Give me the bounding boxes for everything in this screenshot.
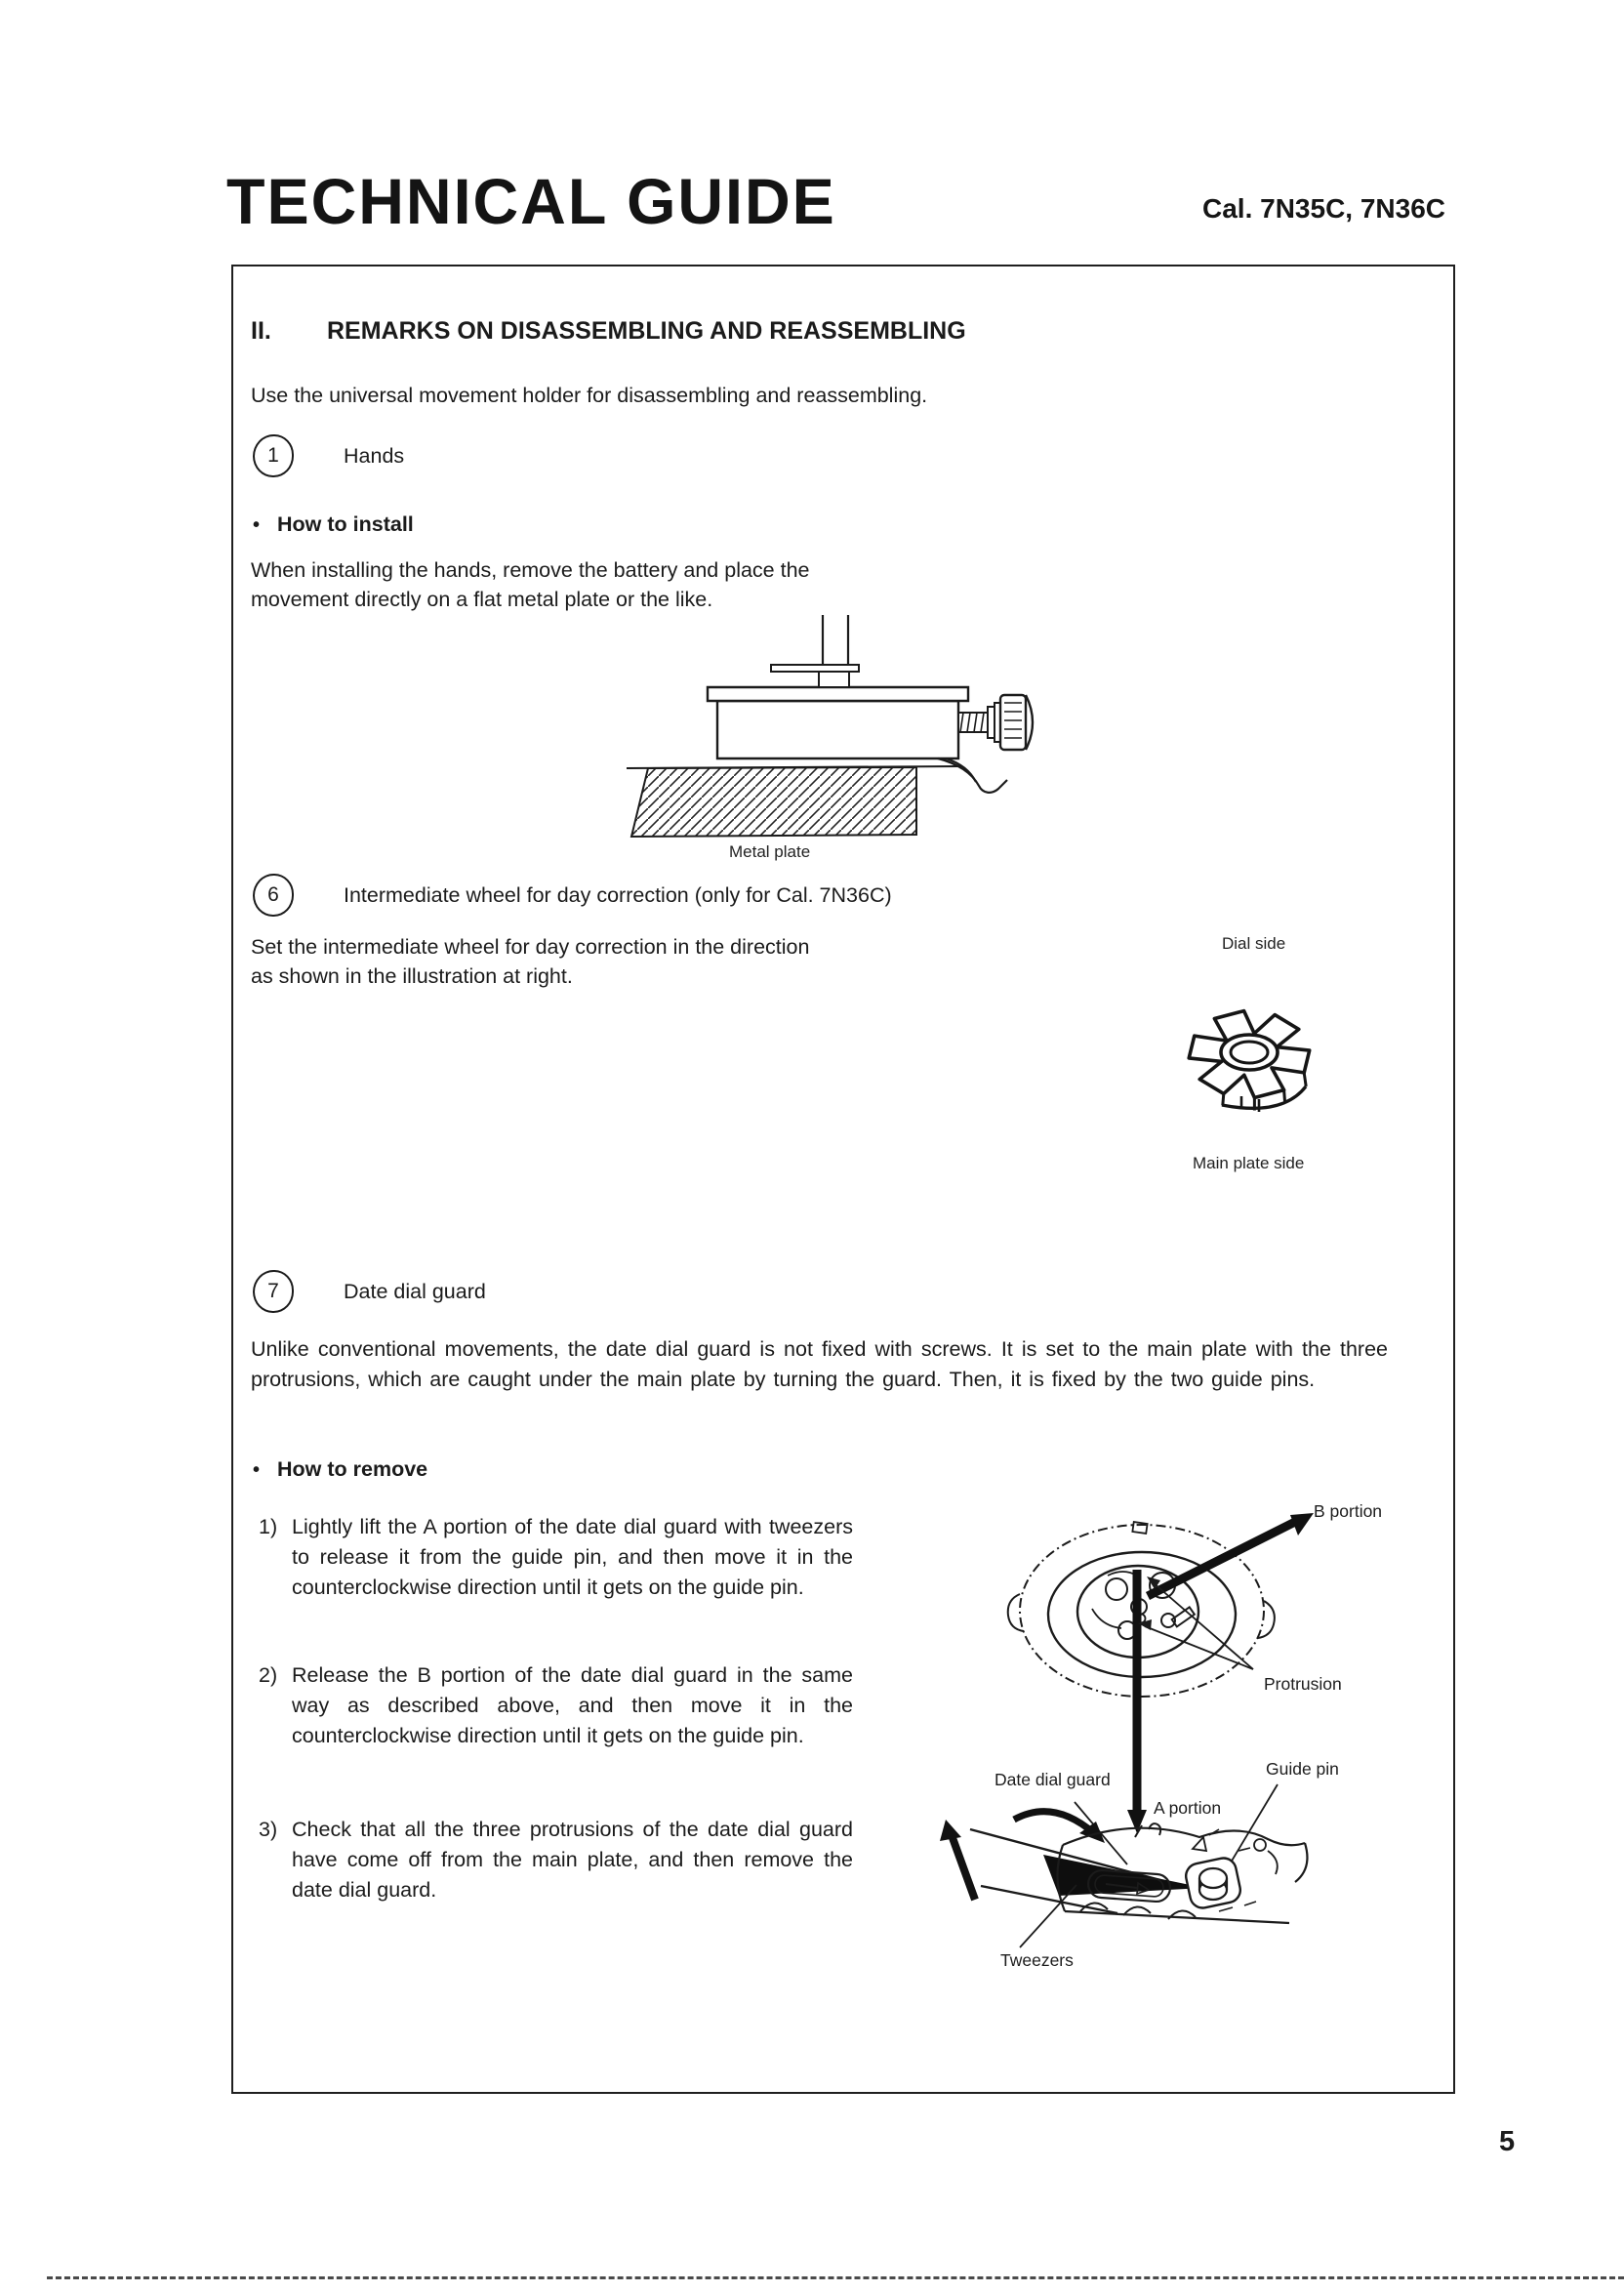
b-portion-label: B portion [1314, 1501, 1383, 1521]
main-plate-side-label: Main plate side [1193, 1154, 1305, 1172]
protrusion-label: Protrusion [1264, 1674, 1342, 1694]
date-dial-guard-body: Unlike conventional movements, the date dial guard is not fixed with screws. It is set to the main plate with the three protrusions, which are caught under the main plate by turning the guard. Then, it is fixed by the two guide pins. [251, 1337, 1388, 1391]
step-hands-title: Hands [344, 443, 405, 468]
remove-step-3 [259, 1815, 853, 1905]
bullet-icon: • [253, 1459, 261, 1481]
date-dial-guard-figure [916, 1492, 1455, 2038]
guide-pin-label: Guide pin [1266, 1759, 1339, 1779]
a-portion-label: A portion [1154, 1798, 1222, 1818]
step-intermediate-wheel-title: Intermediate wheel for day correction (only for Cal. 7N36C) [344, 882, 892, 907]
section-heading [251, 317, 966, 346]
dial-side-label: Dial side [1222, 934, 1286, 953]
content-box [231, 265, 1455, 2094]
page-bottom-rule [47, 2276, 1624, 2279]
step-intermediate-wheel [253, 874, 892, 917]
page-title: TECHNICAL GUIDE [226, 165, 836, 237]
remove-step-2-number: 2) [259, 1663, 278, 1687]
page-number: 5 [1499, 2126, 1516, 2157]
how-to-install-heading [253, 512, 414, 537]
remove-step-1-number: 1) [259, 1515, 278, 1538]
intermediate-wheel-figure [1173, 996, 1329, 1127]
how-to-install-text: How to install [277, 512, 414, 536]
tweezers-label: Tweezers [1000, 1950, 1074, 1970]
circled-number-1: 1 [253, 434, 294, 477]
section-heading-text: REMARKS ON DISASSEMBLING AND REASSEMBLING [327, 317, 966, 345]
metal-plate-label: Metal plate [729, 842, 811, 861]
intermediate-wheel-body: Set the intermediate wheel for day correction in the direction as shown in the illustration at right. [251, 935, 810, 988]
movement-holder-figure [616, 615, 1050, 841]
remove-step-3-text: Check that all the three protrusions of the date dial guard have come off from the main plate, and then remove the date dial guard. [292, 1818, 853, 1902]
step-hands [253, 434, 404, 477]
how-to-remove-text: How to remove [277, 1457, 428, 1481]
hands-body: When installing the hands, remove the battery and place the movement directly on a flat metal plate or the like. [251, 558, 810, 611]
bullet-icon: • [253, 514, 261, 536]
remove-step-2-text: Release the B portion of the date dial guard in the same way as described above, and then move it in the counterclockwise direction until it gets on the guide pin. [292, 1663, 853, 1747]
date-dial-guard-label: Date dial guard [995, 1770, 1111, 1789]
section-number: II. [251, 317, 271, 345]
tweezers-pointer-line [1000, 1877, 1117, 1950]
step-date-dial-guard [253, 1270, 486, 1313]
how-to-remove-heading [253, 1457, 427, 1482]
remove-step-1-text: Lightly lift the A portion of the date dial guard with tweezers to release it from the guide pin, and then move it in the counterclockwise direction until it gets on the guide pin. [292, 1515, 853, 1599]
remove-step-2 [259, 1660, 853, 1751]
circled-number-7: 7 [253, 1270, 294, 1313]
step-date-dial-guard-title: Date dial guard [344, 1279, 486, 1303]
circled-number-6: 6 [253, 874, 294, 917]
remove-step-1 [259, 1512, 853, 1603]
remove-step-3-number: 3) [259, 1818, 278, 1841]
caliber-label: Cal. 7N35C, 7N36C [1202, 193, 1446, 224]
section-intro: Use the universal movement holder for disassembling and reassembling. [251, 384, 928, 407]
